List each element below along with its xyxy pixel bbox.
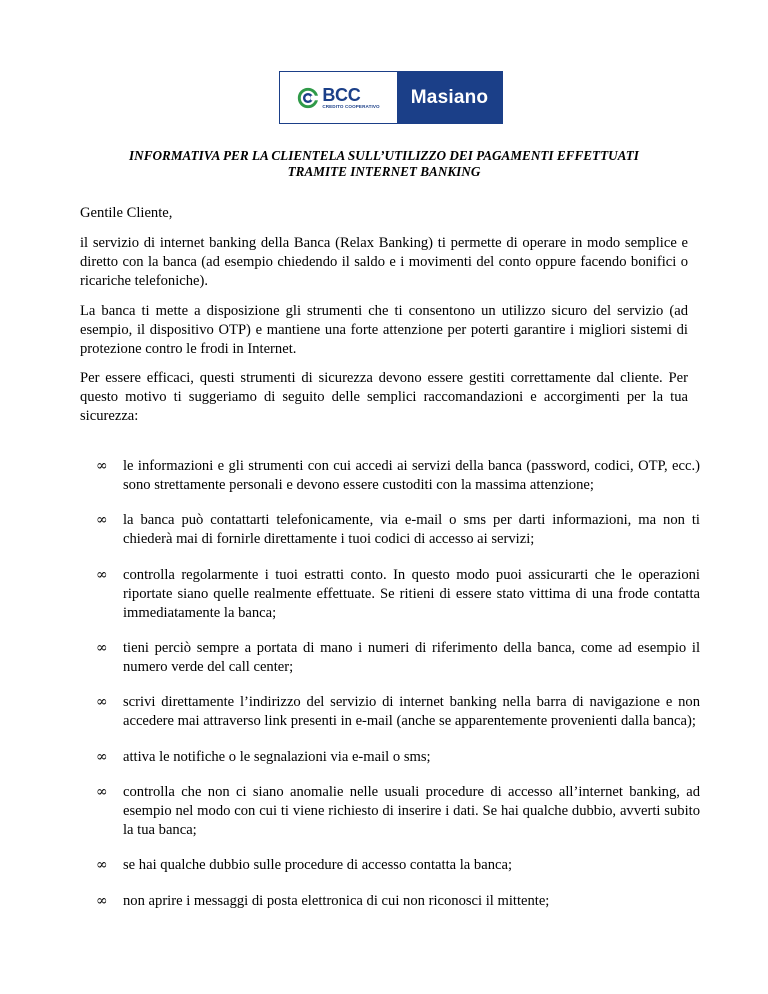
- list-item-text: controlla regolarmente i tuoi estratti conto. In questo modo puoi assicurarti che le operazioni riportate siano quelle realmente effettuate. Se ritieni di essere stato vittima di una frode contatta immediatamente la banca;: [123, 567, 700, 621]
- logo-brand: BCC: [322, 84, 361, 105]
- list-item-text: le informazioni e gli strumenti con cui accedi ai servizi della banca (password, codici, OTP, ecc.) sono strettamente personali e devono essere custoditi con la massima attenzione;: [123, 458, 700, 493]
- list-item-text: attiva le notifiche o le segnalazioni via e-mail o sms;: [123, 749, 431, 765]
- bullet-icon: ∞: [96, 640, 108, 656]
- title-line-2: TRAMITE INTERNET BANKING: [287, 164, 481, 179]
- list-item: [96, 892, 700, 911]
- list-item-text: non aprire i messaggi di posta elettronica di cui non riconosci il mittente;: [123, 893, 550, 909]
- paragraph-intro: il servizio di internet banking della Banca (Relax Banking) ti permette di operare in modo semplice e diretto con la banca (ad esempio chiedendo il saldo e i movimenti del conto oppure facendo bonifici o ricariche telefoniche).: [80, 235, 688, 289]
- title-line-1: INFORMATIVA PER LA CLIENTELA SULL’UTILIZZO DEI PAGAMENTI EFFETTUATI: [129, 148, 639, 163]
- logo-subtitle: CREDITO COOPERATIVO: [322, 103, 380, 109]
- list-item-text: controlla che non ci siano anomalie nelle usuali procedure di accesso all’internet banking, ad esempio nel modo con cui ti viene richiesto di inserire i dati. Se hai qualche dubbio, avverti subito la tua banca;: [123, 784, 700, 838]
- logo-text-block: [322, 86, 379, 110]
- bullet-icon: ∞: [96, 857, 108, 873]
- list-item: [96, 457, 700, 495]
- bullet-icon: ∞: [96, 749, 108, 765]
- bullet-icon: ∞: [96, 893, 108, 909]
- paragraph-security-tools: La banca ti mette a disposizione gli strumenti che ti consentono un utilizzo sicuro del servizio (ad esempio, il dispositivo OTP) e mantiene una forte attenzione per poterti garantire i migliori sistemi di protezione contro le frodi in Internet.: [80, 303, 688, 357]
- list-item: [96, 511, 700, 549]
- list-item-text: la banca può contattarti telefonicamente, via e-mail o sms per darti informazioni, ma non ti chiederà mai di fornirle direttamente i tuoi codici di accesso ai servizi;: [123, 512, 700, 547]
- recommendation-list: [96, 457, 700, 927]
- bullet-icon: ∞: [96, 784, 108, 800]
- list-item-text: se hai qualche dubbio sulle procedure di accesso contatta la banca;: [123, 857, 513, 873]
- list-item-text: tieni perciò sempre a portata di mano i numeri di riferimento della banca, come ad esempio il numero verde del call center;: [123, 640, 700, 675]
- bullet-icon: ∞: [96, 458, 108, 474]
- logo-left-panel: [280, 72, 397, 123]
- list-item: [96, 856, 700, 875]
- list-item: [96, 748, 700, 767]
- bcc-mark-icon: [297, 87, 319, 109]
- list-item: [96, 566, 700, 623]
- list-item-text: scrivi direttamente l’indirizzo del servizio di internet banking nella barra di navigazione e non accedere mai attraverso link presenti in e-mail (anche se apparentemente provenienti dalla banca);: [123, 694, 700, 729]
- bcc-masiano-logo: [279, 71, 503, 124]
- list-item: [96, 639, 700, 677]
- list-item: [96, 783, 700, 840]
- bullet-icon: ∞: [96, 567, 108, 583]
- paragraph-recommendations: Per essere efficaci, questi strumenti di sicurezza devono essere gestiti correttamente dal cliente. Per questo motivo ti suggeriamo di seguito delle semplici raccomandazioni e accorgimenti per la tua sicurezza:: [80, 370, 688, 424]
- greeting: Gentile Cliente,: [80, 205, 173, 221]
- list-item: [96, 693, 700, 731]
- bullet-icon: ∞: [96, 512, 108, 528]
- logo-branch: Masiano: [397, 72, 502, 123]
- bullet-icon: ∞: [96, 694, 108, 710]
- document-title: [60, 148, 708, 180]
